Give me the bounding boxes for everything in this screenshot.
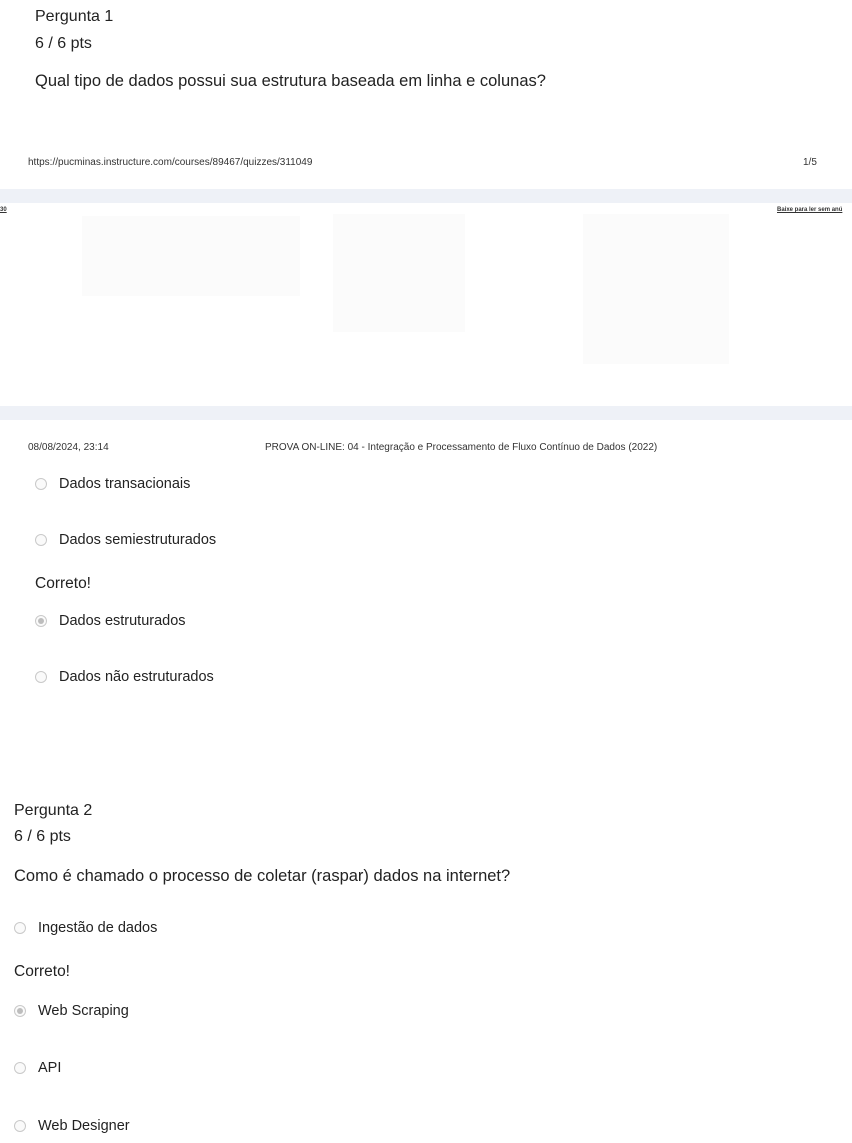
page-footer-url[interactable]: https://pucminas.instructure.com/courses/89467/quizzes/311049 [28, 157, 313, 168]
question-2-title: Pergunta 2 [14, 802, 93, 819]
q1-option-1-label: Dados transacionais [59, 476, 191, 492]
question-2-text: Como é chamado o processo de coletar (raspar) dados na internet? [14, 867, 511, 885]
ad-left-fragment: 30 [0, 207, 7, 213]
page-header-datetime: 08/08/2024, 23:14 [28, 442, 109, 453]
radio-selected-icon[interactable] [14, 1005, 26, 1017]
q1-option-2-label: Dados semiestruturados [59, 532, 217, 548]
page-break-band-bottom [0, 406, 852, 420]
q2-option-1[interactable] [14, 920, 157, 936]
q1-option-1[interactable] [35, 476, 190, 492]
ad-placeholder-1 [82, 216, 300, 296]
ad-remove-link[interactable]: Baixe para ler sem anú [777, 207, 843, 213]
radio-icon[interactable] [14, 1120, 26, 1132]
question-1-points: 6 / 6 pts [35, 35, 92, 52]
page-break-band-top [0, 189, 852, 203]
ad-placeholder-2 [333, 214, 465, 332]
q2-correct-label: Correto! [14, 963, 70, 980]
q1-option-2[interactable] [35, 532, 216, 548]
q2-option-3[interactable] [14, 1060, 61, 1076]
q1-option-4-label: Dados não estruturados [59, 669, 214, 685]
radio-icon[interactable] [35, 534, 47, 546]
q2-option-4-label: Web Designer [38, 1118, 130, 1134]
radio-icon[interactable] [35, 671, 47, 683]
radio-icon[interactable] [14, 1062, 26, 1074]
q2-option-3-label: API [38, 1060, 62, 1076]
radio-selected-icon[interactable] [35, 615, 47, 627]
q2-option-2[interactable] [14, 1003, 129, 1019]
q1-option-3-label: Dados estruturados [59, 613, 186, 629]
question-1-title: Pergunta 1 [35, 8, 114, 25]
question-1-text: Qual tipo de dados possui sua estrutura baseada em linha e colunas? [35, 72, 546, 90]
ad-placeholder-3 [583, 214, 729, 364]
radio-icon[interactable] [14, 922, 26, 934]
q2-option-2-label: Web Scraping [38, 1003, 129, 1019]
q2-option-1-label: Ingestão de dados [38, 920, 158, 936]
radio-icon[interactable] [35, 478, 47, 490]
question-2-points: 6 / 6 pts [14, 828, 71, 845]
q2-option-4[interactable] [14, 1118, 130, 1134]
q1-option-4[interactable] [35, 669, 214, 685]
page-header-title: PROVA ON-LINE: 04 - Integração e Processamento de Fluxo Contínuo de Dados (2022) [265, 442, 658, 453]
page-footer-number: 1/5 [803, 157, 817, 168]
q1-option-3[interactable] [35, 613, 186, 629]
q1-correct-label: Correto! [35, 575, 91, 592]
